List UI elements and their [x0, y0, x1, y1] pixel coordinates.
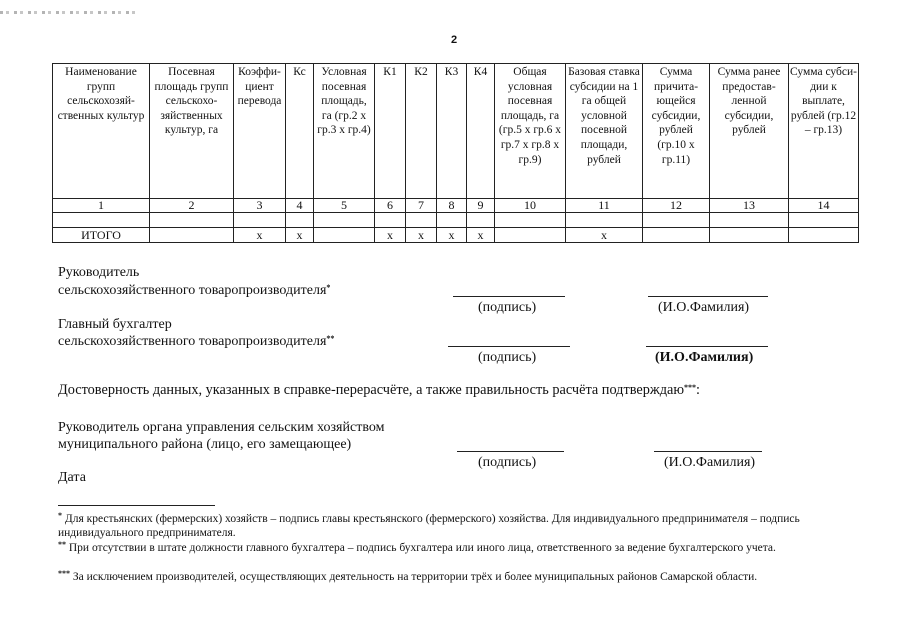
authority-name-line — [654, 451, 762, 452]
table-cell — [467, 213, 495, 228]
total-cell: x — [406, 228, 437, 243]
table-cell — [789, 213, 859, 228]
column-number: 12 — [643, 199, 710, 213]
footnote-2: ** При отсутствии в штате должности главного бухгалтера – подпись бухгалтера или иного лица, ответственного за ведение бухгалтерского учета. — [58, 540, 776, 554]
total-cell: x — [566, 228, 643, 243]
total-cell: x — [437, 228, 467, 243]
total-cell: x — [467, 228, 495, 243]
table-cell — [314, 213, 375, 228]
header-cell: Сумма ранее предостав-ленной субсидии, рублей — [710, 64, 789, 199]
header-cell: Сумма причита-ющейся субсидии, рублей (гр.10 х гр.11) — [643, 64, 710, 199]
column-number: 2 — [150, 199, 234, 213]
column-number: 6 — [375, 199, 406, 213]
header-cell: Посевная площадь групп сельскохо-зяйственных культур, га — [150, 64, 234, 199]
table-cell — [495, 213, 566, 228]
signature-caption: (подпись) — [478, 300, 537, 315]
header-cell: Наименование групп сельскохозяй-ственных культур — [53, 64, 150, 199]
name-caption: (И.О.Фамилия) — [664, 455, 756, 470]
head-name-line — [648, 296, 768, 297]
column-number: 7 — [406, 199, 437, 213]
header-cell: К3 — [437, 64, 467, 199]
table-cell — [150, 213, 234, 228]
signature-caption: (подпись) — [478, 455, 537, 470]
table-row — [53, 213, 859, 228]
table-cell — [375, 213, 406, 228]
accountant-label-line2: сельскохозяйственного товаропроизводителя** — [58, 334, 335, 349]
table-cell — [406, 213, 437, 228]
total-cell: ИТОГО — [53, 228, 150, 243]
recalculation-table — [52, 63, 859, 243]
header-cell: Коэффи-циент перевода — [234, 64, 286, 199]
header-cell: Сумма субси-дии к выплате, рублей (гр.12 – гр.13) — [789, 64, 859, 199]
total-cell — [789, 228, 859, 243]
table-cell — [286, 213, 314, 228]
table-cell — [566, 213, 643, 228]
accountant-name-line — [646, 346, 768, 347]
footnote-1: * Для крестьянских (фермерских) хозяйств – подпись главы крестьянского (фермерского) хозяйства. Для индивидуального предпринимателя – подпись индивидуального предпринимателя. — [58, 511, 800, 539]
header-cell: Кс — [286, 64, 314, 199]
name-caption: (И.О.Фамилия) — [658, 300, 750, 315]
table-cell — [437, 213, 467, 228]
column-number: 4 — [286, 199, 314, 213]
total-cell: x — [375, 228, 406, 243]
total-cell — [495, 228, 566, 243]
date-label: Дата — [58, 470, 86, 485]
authority-label-line1: Руководитель органа управления сельским хозяйством — [58, 420, 385, 435]
header-cell: К1 — [375, 64, 406, 199]
header-cell: Условная посевная площадь, га (гр.2 х гр.3 х гр.4) — [314, 64, 375, 199]
column-number: 10 — [495, 199, 566, 213]
page-number: 2 — [451, 34, 458, 46]
column-number: 1 — [53, 199, 150, 213]
total-row — [53, 228, 859, 243]
column-number: 11 — [566, 199, 643, 213]
footnote-mark: ** — [326, 334, 335, 343]
signature-caption: (подпись) — [478, 350, 537, 365]
head-signature-line — [453, 296, 565, 297]
footnote-mark: * — [326, 283, 331, 292]
column-number: 5 — [314, 199, 375, 213]
head-label-line1: Руководитель — [58, 265, 140, 280]
table-cell — [710, 213, 789, 228]
table-cell — [53, 213, 150, 228]
footnote-3: *** За исключением производителей, осуществляющих деятельность на территории трёх и более муниципальных районов Самарской области. — [58, 569, 758, 583]
accountant-signature-line — [448, 346, 570, 347]
total-cell: x — [286, 228, 314, 243]
footnote-mark: *** — [684, 383, 697, 392]
column-number: 9 — [467, 199, 495, 213]
scan-artifact — [0, 11, 135, 14]
column-number: 3 — [234, 199, 286, 213]
authority-signature-line — [457, 451, 564, 452]
table-header-row — [53, 64, 859, 199]
name-caption: (И.О.Фамилия) — [655, 350, 754, 365]
head-label-line2: сельскохозяйственного товаропроизводителя* — [58, 283, 331, 298]
header-cell: К2 — [406, 64, 437, 199]
footnote-separator — [58, 505, 215, 506]
column-number-row — [53, 199, 859, 213]
total-cell — [314, 228, 375, 243]
total-cell: x — [234, 228, 286, 243]
column-number: 8 — [437, 199, 467, 213]
table-cell — [643, 213, 710, 228]
authority-label-line2: муниципального района (лицо, его замещающее) — [58, 437, 352, 452]
header-cell: Базовая ставка субсидии на 1 га общей условной посевной площади, рублей — [566, 64, 643, 199]
table-cell — [234, 213, 286, 228]
header-cell: К4 — [467, 64, 495, 199]
total-cell — [643, 228, 710, 243]
column-number: 13 — [710, 199, 789, 213]
confirmation-text: Достоверность данных, указанных в справке-перерасчёте, а также правильность расчёта подтверждаю***: — [58, 382, 701, 398]
total-cell — [710, 228, 789, 243]
accountant-label-line1: Главный бухгалтер — [58, 317, 172, 332]
header-cell: Общая условная посевная площадь, га (гр.5 х гр.6 х гр.7 х гр.8 х гр.9) — [495, 64, 566, 199]
total-cell — [150, 228, 234, 243]
column-number: 14 — [789, 199, 859, 213]
